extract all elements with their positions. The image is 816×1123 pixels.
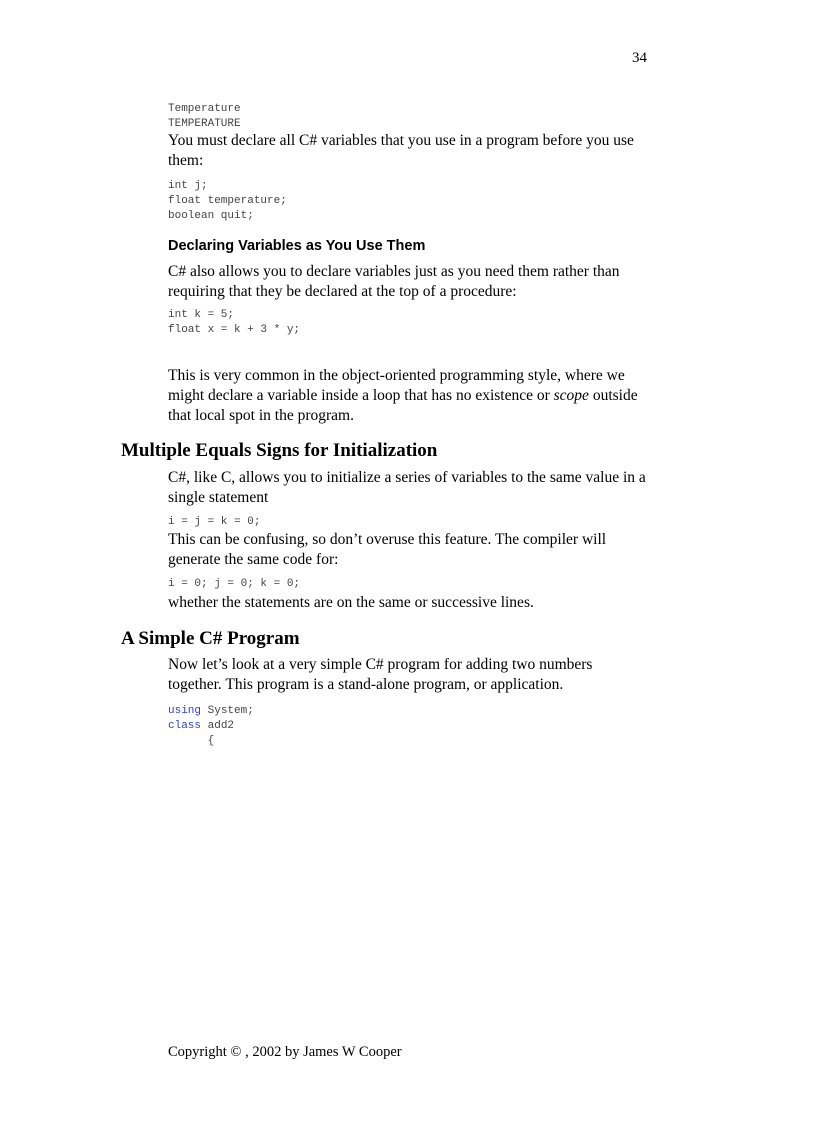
code-line: [168, 704, 254, 719]
paragraph-declare-as-needed: C# also allows you to declare variables just as you need them rather than requiring that they be declared at the top of a procedure:: [168, 263, 620, 300]
code-block-inline-declarations: [168, 308, 300, 338]
code-keyword: using: [168, 705, 202, 717]
code-chained-assignment: i = j = k = 0;: [168, 516, 261, 528]
scope-term: scope: [553, 387, 589, 404]
code-line: boolean quit;: [168, 210, 254, 222]
code-line: {: [168, 735, 215, 747]
heading-simple-program: A Simple C# Program: [121, 628, 300, 649]
code-block-declarations: [168, 179, 287, 224]
code-line: int j;: [168, 180, 208, 192]
heading-multiple-equals: Multiple Equals Signs for Initialization: [121, 440, 438, 461]
code-line: [168, 719, 254, 734]
paragraph-declare-variables: You must declare all C# variables that you use in a program before you use them:: [168, 132, 634, 169]
page-number: 34: [632, 50, 647, 66]
paragraph-same-or-successive: whether the statements are on the same or successive lines.: [168, 594, 534, 611]
code-text: System;: [201, 705, 254, 717]
code-line: float x = k + 3 * y;: [168, 324, 301, 336]
paragraph-simple-program: Now let’s look at a very simple C# program for adding two numbers together. This program is a stand-alone program, or application.: [168, 656, 593, 693]
code-text: add2: [201, 720, 235, 732]
code-line: int k = 5;: [168, 309, 235, 321]
code-line: float temperature;: [168, 195, 287, 207]
paragraph-text: outside that local spot in the program.: [168, 387, 638, 424]
paragraph-initialize-series: C#, like C, allows you to initialize a series of variables to the same value in a single statement: [168, 469, 646, 506]
code-block-identifiers: [168, 102, 241, 132]
code-line: Temperature: [168, 103, 241, 115]
paragraph-confusing: This can be confusing, so don’t overuse this feature. The compiler will generate the same code for:: [168, 531, 607, 568]
code-block-program: [168, 704, 254, 749]
code-separate-assignment: i = 0; j = 0; k = 0;: [168, 578, 301, 590]
code-line: TEMPERATURE: [168, 118, 241, 130]
copyright-footer: Copyright © , 2002 by James W Cooper: [168, 1044, 402, 1060]
paragraph-text: This is very common in the object-oriented programming style, where we might declare a variable inside a loop that has no existence or: [168, 367, 625, 404]
code-keyword: class: [168, 720, 202, 732]
subheading-declaring-variables: Declaring Variables as You Use Them: [168, 238, 426, 254]
paragraph-oop-style: [168, 366, 648, 426]
